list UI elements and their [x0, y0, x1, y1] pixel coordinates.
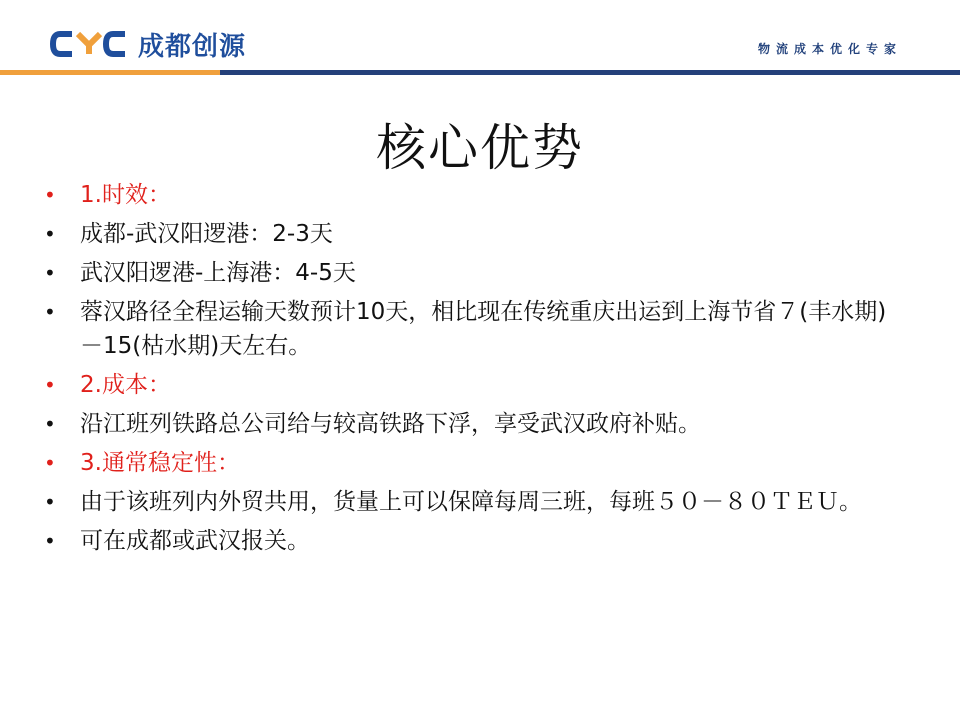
- header-bar-blue: [220, 70, 960, 75]
- bullet-text: 蓉汉路径全程运输天数预计10天，相比现在传统重庆出运到上海节省７(丰水期)－15(枯水期)天左右。: [80, 299, 887, 359]
- bullet-item: [40, 217, 890, 251]
- bullet-dot: •: [44, 222, 56, 246]
- bullet-text: 1.时效：: [80, 182, 171, 208]
- bullet-dot: •: [44, 451, 56, 475]
- bullet-text: 成都-武汉阳逻港：2-3天: [80, 221, 333, 247]
- bullet-text: 2.成本：: [80, 372, 171, 398]
- bullet-dot: •: [44, 183, 56, 207]
- bullet-item: [40, 368, 890, 402]
- bullet-dot: •: [44, 373, 56, 397]
- bullet-text: 可在成都或武汉报关。: [80, 528, 310, 554]
- header-bar-orange: [0, 70, 220, 75]
- bullet-dot: •: [44, 261, 56, 285]
- bullet-text: 武汉阳逻港-上海港：4-5天: [80, 260, 356, 286]
- slide-header: [0, 0, 960, 80]
- tagline: 物流成本优化专家: [757, 42, 902, 56]
- bullet-item: [40, 446, 890, 480]
- bullet-dot: •: [44, 529, 56, 553]
- bullet-dot: •: [44, 490, 56, 514]
- cyc-logo-icon: [50, 30, 128, 58]
- bullet-text: 沿江班列铁路总公司给与较高铁路下浮，享受武汉政府补贴。: [80, 411, 701, 437]
- bullet-text: 由于该班列内外贸共用，货量上可以保障每周三班，每班５０－８０ＴＥＵ。: [80, 489, 862, 515]
- bullet-item: [40, 178, 890, 212]
- bullet-text: 3.通常稳定性：: [80, 450, 240, 476]
- bullet-dot: •: [44, 300, 56, 324]
- bullet-item: [40, 524, 890, 558]
- bullet-item: [40, 256, 890, 290]
- bullet-item: [40, 485, 890, 519]
- bullet-item: [40, 407, 890, 441]
- cyc-logo: [50, 28, 246, 60]
- bullet-list: [40, 178, 890, 563]
- bullet-dot: •: [44, 412, 56, 436]
- logo-text: 成都创源: [138, 31, 247, 62]
- bullet-item: [40, 295, 890, 363]
- slide-title: 核心优势: [376, 119, 584, 177]
